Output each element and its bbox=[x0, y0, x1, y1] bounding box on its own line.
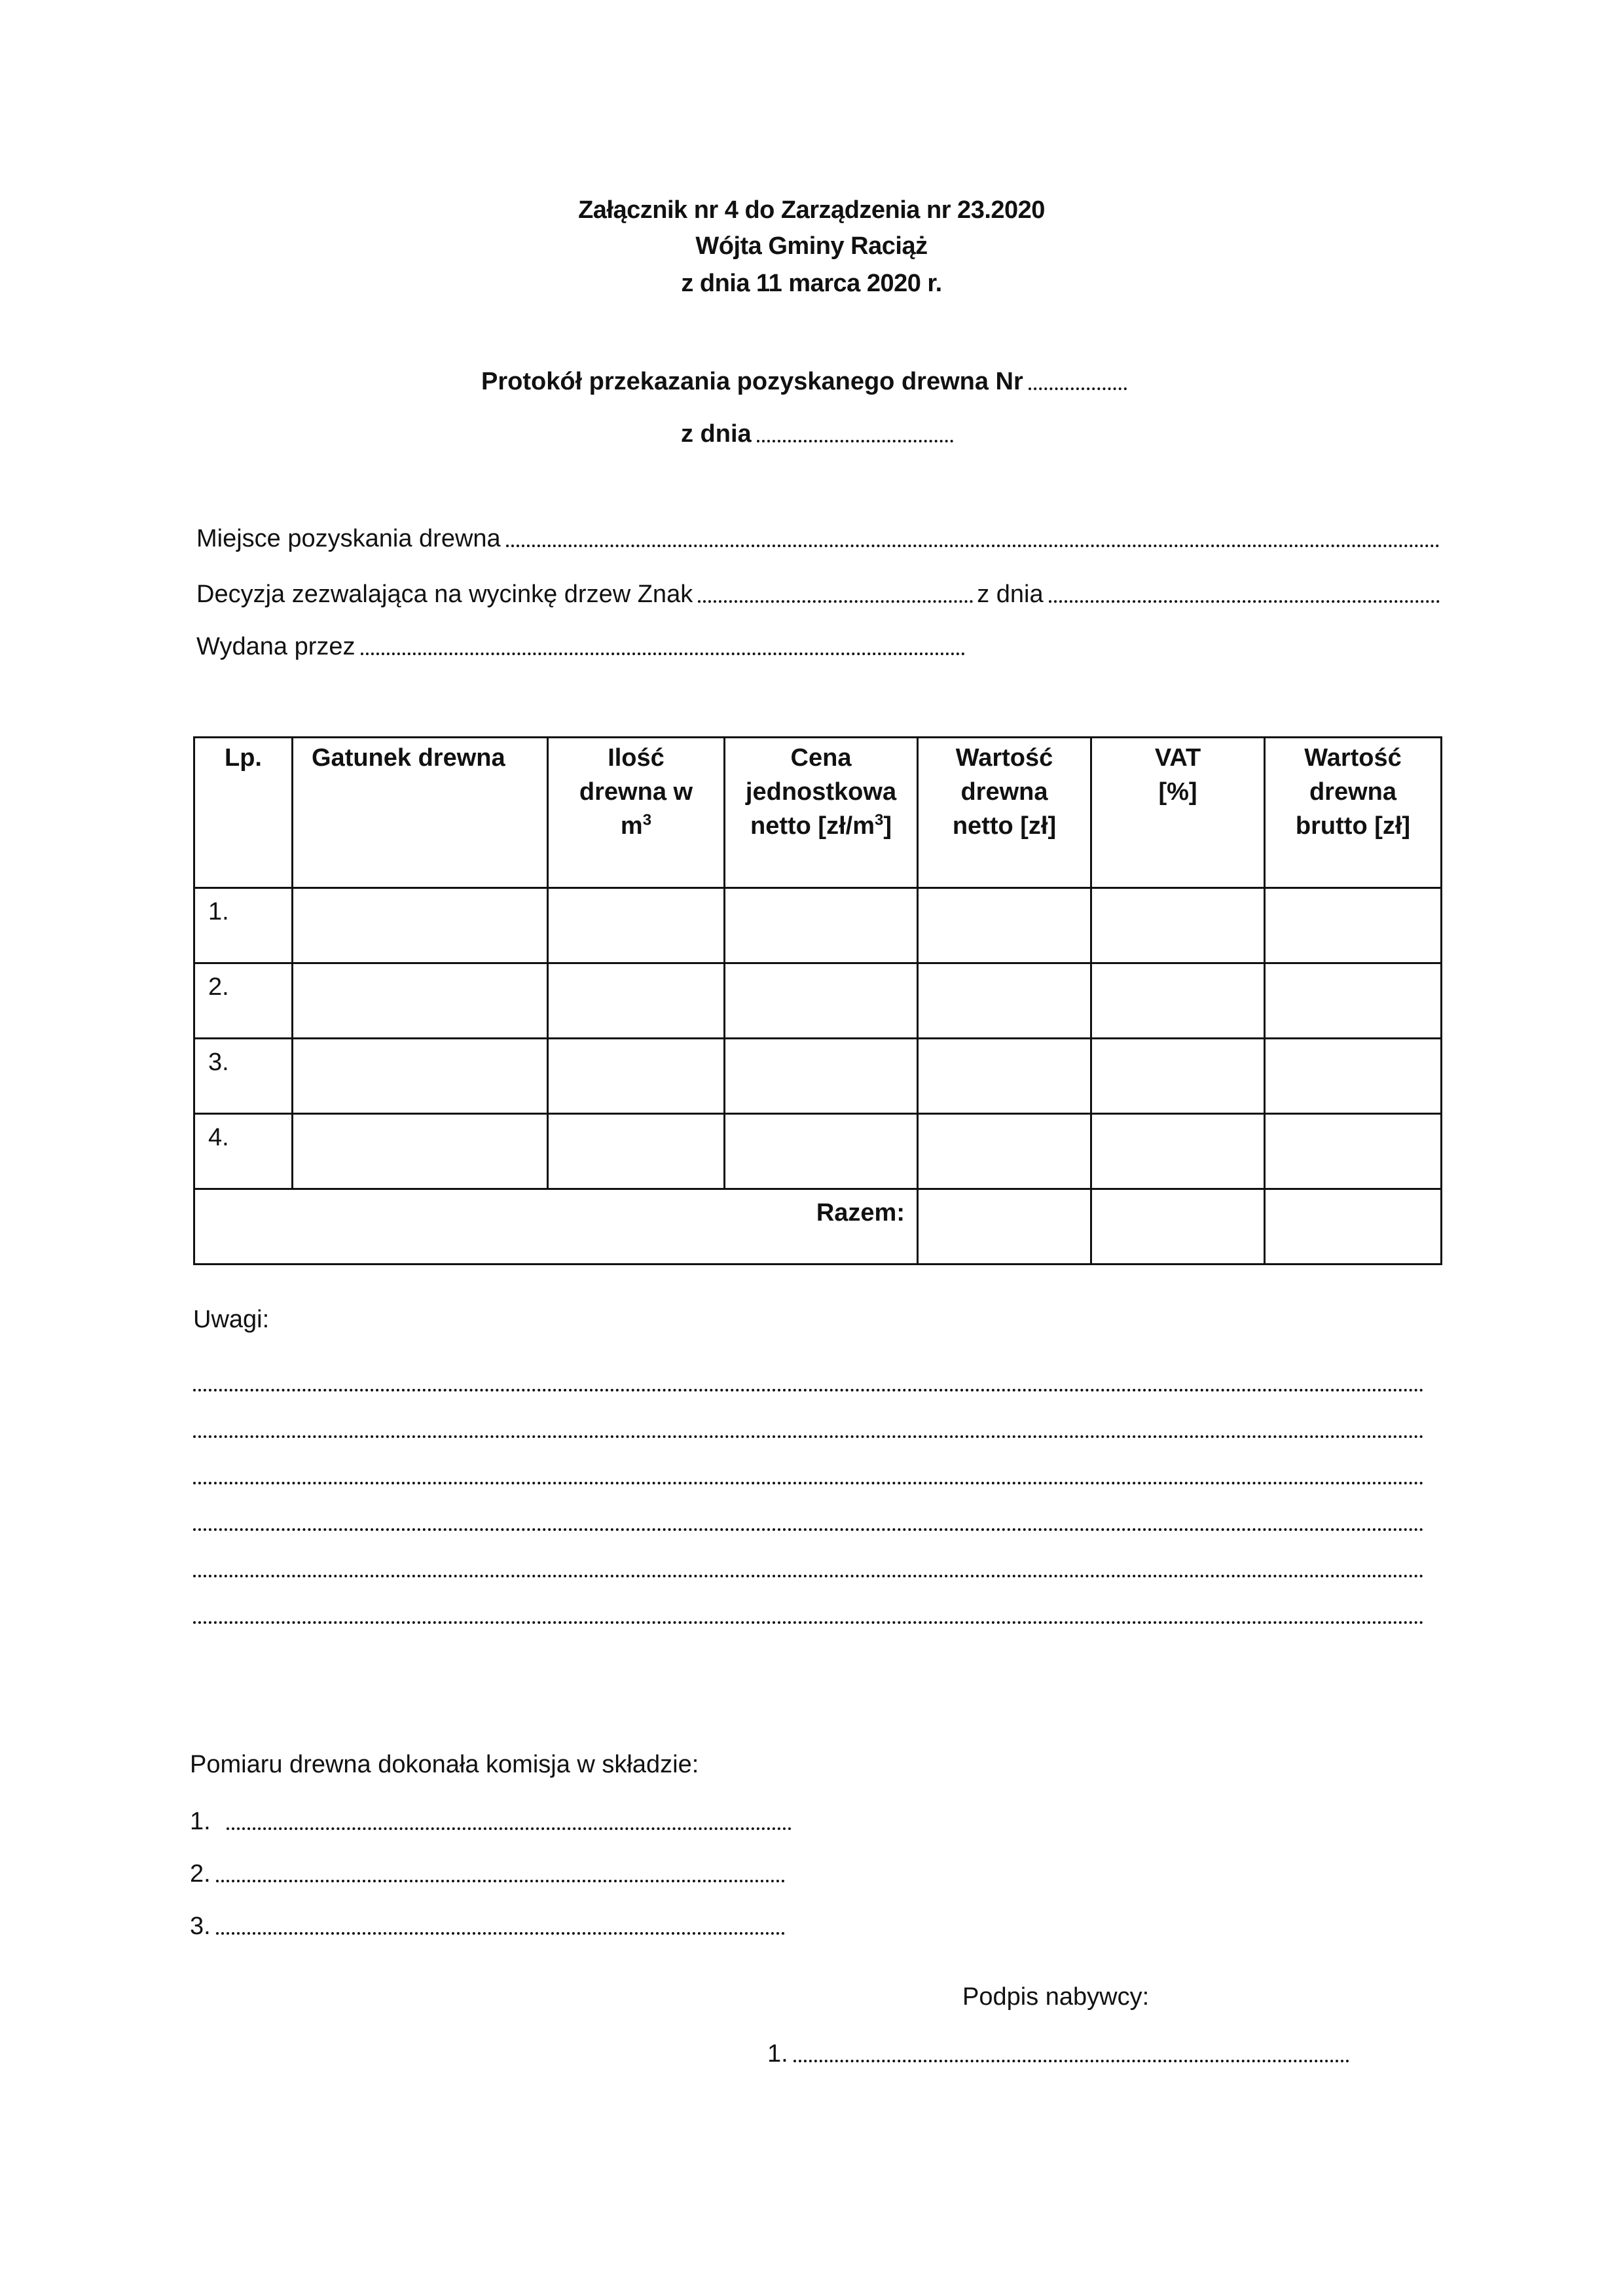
place-field-row bbox=[196, 520, 1444, 553]
decision-number-field[interactable] bbox=[698, 600, 973, 603]
col-header-vat: VAT [%] bbox=[1091, 738, 1265, 888]
timber-table bbox=[193, 736, 1442, 1265]
buyer-signature-number: 1. bbox=[767, 2040, 788, 2068]
col-header-species: Gatunek drewna bbox=[293, 738, 548, 888]
table-row bbox=[194, 1114, 1442, 1189]
decision-date-label: z dnia bbox=[977, 581, 1044, 608]
issued-by-field-row bbox=[196, 628, 969, 661]
place-field[interactable] bbox=[506, 545, 1440, 547]
cell-vat[interactable] bbox=[1091, 1114, 1265, 1189]
cell-net-value[interactable] bbox=[918, 888, 1091, 963]
cell-net-value[interactable] bbox=[918, 1114, 1091, 1189]
table-total-row bbox=[194, 1189, 1442, 1265]
cell-unit-price[interactable] bbox=[725, 888, 918, 963]
commission-member-number: 1. bbox=[190, 1808, 211, 1835]
table-row bbox=[194, 963, 1442, 1039]
protocol-date bbox=[681, 416, 957, 448]
commission-member bbox=[190, 1856, 789, 1888]
place-label: Miejsce pozyskania drewna bbox=[196, 525, 501, 552]
issued-by-label: Wydana przez bbox=[196, 633, 356, 660]
decision-label: Decyzja zezwalająca na wycinkę drzew Znak bbox=[196, 581, 693, 608]
cell-net-value[interactable] bbox=[918, 963, 1091, 1039]
remarks-line[interactable] bbox=[193, 1528, 1424, 1531]
cell-unit-price[interactable] bbox=[725, 963, 918, 1039]
commission-member-number: 2. bbox=[190, 1860, 211, 1888]
cell-lp: 4. bbox=[194, 1114, 293, 1189]
cell-quantity[interactable] bbox=[548, 1039, 725, 1114]
cell-net-value[interactable] bbox=[918, 1039, 1091, 1114]
buyer-signature bbox=[767, 2036, 1353, 2068]
table-row bbox=[194, 1039, 1442, 1114]
remarks-line[interactable] bbox=[193, 1621, 1424, 1624]
buyer-signature-label: Podpis nabywcy: bbox=[962, 1983, 1150, 2011]
table-row bbox=[194, 888, 1442, 963]
annex-date: z dnia 11 marca 2020 r. bbox=[681, 270, 942, 297]
commission-member-number: 3. bbox=[190, 1912, 211, 1940]
total-net-value[interactable] bbox=[918, 1189, 1091, 1265]
cell-quantity[interactable] bbox=[548, 963, 725, 1039]
cell-species[interactable] bbox=[293, 963, 548, 1039]
col-header-gross-value: Wartość drewna brutto [zł] bbox=[1265, 738, 1442, 888]
total-gross-value[interactable] bbox=[1265, 1189, 1442, 1265]
cell-gross-value[interactable] bbox=[1265, 1039, 1442, 1114]
cell-species[interactable] bbox=[293, 1114, 548, 1189]
total-label: Razem: bbox=[194, 1189, 918, 1265]
cell-vat[interactable] bbox=[1091, 1039, 1265, 1114]
cell-vat[interactable] bbox=[1091, 888, 1265, 963]
col-header-unit-price: Cena jednostkowa netto $[zł/m^3]$ bbox=[725, 738, 918, 888]
protocol-title bbox=[481, 363, 1131, 396]
annex-authority: Wójta Gminy Raciąż bbox=[695, 232, 928, 260]
decision-date-field[interactable] bbox=[1049, 600, 1440, 603]
commission-member bbox=[190, 1908, 789, 1941]
cell-unit-price[interactable] bbox=[725, 1039, 918, 1114]
cell-lp: 3. bbox=[194, 1039, 293, 1114]
total-vat[interactable] bbox=[1091, 1189, 1265, 1265]
cell-gross-value[interactable] bbox=[1265, 888, 1442, 963]
protocol-title-text: Protokół przekazania pozyskanego drewna Nr bbox=[481, 368, 1023, 395]
cell-quantity[interactable] bbox=[548, 1114, 725, 1189]
table-header-row bbox=[194, 738, 1442, 888]
cell-species[interactable] bbox=[293, 1039, 548, 1114]
annex-heading: Załącznik nr 4 do Zarządzenia nr 23.2020 bbox=[578, 196, 1045, 224]
remarks-line[interactable] bbox=[193, 1575, 1424, 1577]
remarks-line[interactable] bbox=[193, 1482, 1424, 1484]
commission-member-field[interactable] bbox=[227, 1827, 792, 1830]
protocol-date-label: z dnia bbox=[681, 420, 752, 448]
cell-gross-value[interactable] bbox=[1265, 963, 1442, 1039]
commission-member-field[interactable] bbox=[216, 1880, 785, 1882]
col-header-quantity: Ilość drewna w $m^3$ bbox=[548, 738, 725, 888]
remarks-line[interactable] bbox=[193, 1389, 1424, 1391]
commission-member bbox=[190, 1803, 795, 1836]
cell-lp: 1. bbox=[194, 888, 293, 963]
cell-species[interactable] bbox=[293, 888, 548, 963]
cell-gross-value[interactable] bbox=[1265, 1114, 1442, 1189]
buyer-signature-field[interactable] bbox=[793, 2060, 1349, 2062]
protocol-date-field[interactable] bbox=[757, 440, 953, 442]
decision-field-row bbox=[196, 576, 1444, 609]
protocol-number-field[interactable] bbox=[1029, 387, 1127, 390]
issued-by-field[interactable] bbox=[361, 653, 965, 655]
col-header-lp: Lp. bbox=[194, 738, 293, 888]
remarks-label: Uwagi: bbox=[193, 1306, 270, 1333]
commission-label: Pomiaru drewna dokonała komisja w składzie: bbox=[190, 1751, 699, 1778]
cell-lp: 2. bbox=[194, 963, 293, 1039]
commission-member-field[interactable] bbox=[216, 1932, 785, 1935]
col-header-net-value: Wartość drewna netto [zł] bbox=[918, 738, 1091, 888]
cell-quantity[interactable] bbox=[548, 888, 725, 963]
remarks-line[interactable] bbox=[193, 1435, 1424, 1438]
cell-unit-price[interactable] bbox=[725, 1114, 918, 1189]
cell-vat[interactable] bbox=[1091, 963, 1265, 1039]
